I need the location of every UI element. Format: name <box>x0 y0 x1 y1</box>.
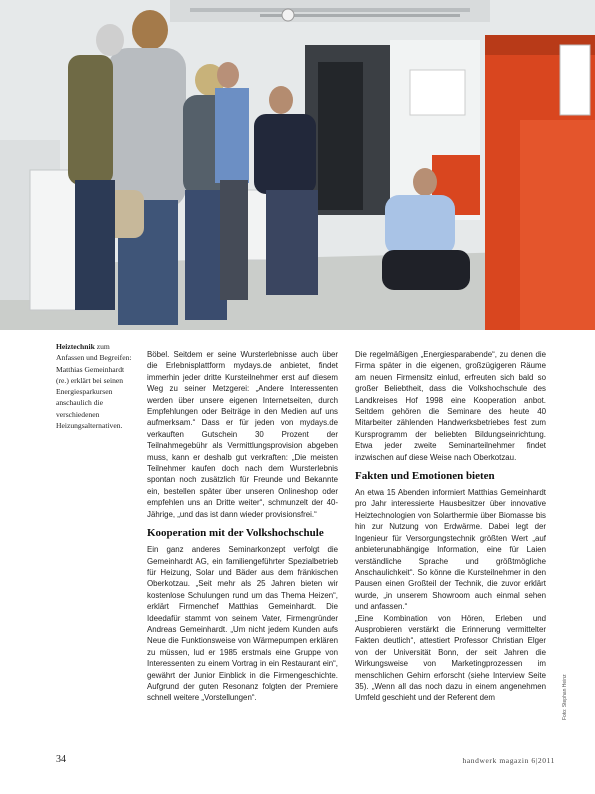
article-photo <box>0 0 595 330</box>
journal-name: handwerk magazin 6|2011 <box>462 756 555 765</box>
paragraph: Böbel. Seitdem er seine Wursterlebnisse auch über die Erlebnisplattform mydays.de anbietet, findet immerhin jeder dritte Kursteilnehmer erst auf diesem Weg zu seiner Metzgerei: „Andere Interessenten werden über unsere eigenen Internetseiten, durch Empfehlungen oder Beiträge in den Medien auf uns aufmerksam.“ Dass er für jeden von mydays.de verkauften Gutschein 30 Prozent der Teilnahmegebühr als Vermittlungsprovision abgeben muss, kann er deshalb gut verkraften: „Die meisten Teilnehmer kaufen doch nach dem Wursterlebnis spontan noch zusätzlich für Freunde und Bekannte ein, bestellen später über unseren Onlineshop oder empfehlen uns an Dritte weiter“, schmunzelt der 40-Jährige, „und das ist dann wieder provisionsfrei.“ <box>147 350 338 519</box>
red-boiler-front <box>520 120 595 330</box>
person-head <box>413 168 437 196</box>
person-head <box>269 86 293 114</box>
person-hair <box>132 10 168 50</box>
poster <box>560 45 590 115</box>
caption-bold: Heiztechnik <box>56 342 95 351</box>
article-column-1 <box>147 349 338 704</box>
doorway-inner <box>318 62 363 210</box>
page-number: 34 <box>56 754 66 765</box>
ceiling-lamp <box>282 9 294 21</box>
caption-text: zum Anfassen und Begreifen: Matthias Gemeinhardt (re.) erklärt bei seinen Energiesparkursen anschaulich die verschiedenen Heizungsalternativen. <box>56 342 132 431</box>
paragraph: An etwa 15 Abenden informiert Matthias Gemeinhardt pro Jahr interessierte Hausbesitzer über innovative Heiztechnologien von Solarthermie über Biomasse bis hin zur Nutzung von Erdwärme. Dabei legt der Ingenieur für Versorgungstechnik größten Wert „auf anbieterunabhängige Information, eine für Laien verständliche Sprache und größtmögliche Anschaulichkeit“. So könne die Kursteilnehmer in den Pausen einen Großteil der Technik, die zuvor erklärt wurde, „in unserem Showroom auch einmal sehen und anfassen.“ <box>355 488 546 612</box>
person-jeans <box>266 190 318 295</box>
photo-caption <box>56 341 136 431</box>
section-heading: Kooperation mit der Volkshochschule <box>147 527 324 540</box>
paragraph: Die regelmäßigen „Energiesparabende“, zu denen die Firma später in die eigenen, großzügigeren Räume am neuen Firmensitz einlud, erfreuten sich bald so großer Beliebtheit, dass die Volkshochschule des Landkreises Hof 1998 eine Kooperation anbot. Seitdem gehören die Seminare des heute 40 Mitarbeiter zählenden Handwerksbetriebes fest zum Kursprogramm der beliebten Bildungseinrichtung. Etwa jeder zweite Seminarteilnehmer findet inzwischen auf diese Weise nach Oberkotzau. <box>355 350 546 462</box>
person-head <box>96 24 124 56</box>
window <box>410 70 465 115</box>
person-trousers <box>220 180 248 300</box>
photo-credit: Foto: Stephan Heinz <box>562 674 568 720</box>
section-heading: Fakten und Emotionen bieten <box>355 470 495 483</box>
person-trousers <box>75 180 115 310</box>
person-shirt <box>385 195 455 255</box>
article-column-2 <box>355 349 546 704</box>
person-shirt <box>215 88 249 183</box>
paragraph: Ein ganz anderes Seminarkonzept verfolgt die Gemeinhardt AG, ein familiengeführter Spezialbetrieb für Heizung, Solar und Bäder aus dem fränkischen Oberkotzau. „Seit mehr als 25 Jahren bieten wir kostenlose Schulungen rund um das Thema Heizen“, erklärt Firmenchef Matthias Gemeinhardt. Die Ideedafür stammt von seinem Vater, Firmengründer Andreas Gemeinhardt. „Um nicht jedem Kunden aufs Neue die Funktionsweise von Wärmepumpen erklären zu müssen, lud er 1985 erstmals eine Gruppe von Interessenten zu einem Vortrag in ein Restaurant ein“, gewährt der Junior Einblick in die Firmengeschichte. Aufgrund der guten Resonanz folgten der Premiere schnell weitere „Vorstellungen“. <box>147 545 338 703</box>
person-trousers <box>382 250 470 290</box>
person-head <box>217 62 239 88</box>
paragraph: „Eine Kombination von Hören, Erleben und Ausprobieren verstärkt die Erinnerung vermittelter Fakten deutlich“, attestiert Professor Christian Elger von der Universität Bonn, der seit Jahren die Wirkungsweise von Marketingprozessen im menschlichen Gehirn erforscht (siehe Interview Seite 35). „Wenn all das noch dazu in einem angenehmen Umfeld geschieht und der Referent dem <box>355 613 546 703</box>
person-jacket <box>68 55 113 185</box>
photo-scene <box>0 0 595 330</box>
pipe <box>190 8 470 12</box>
person-sweater <box>254 114 316 194</box>
person-cardigan <box>108 48 186 208</box>
